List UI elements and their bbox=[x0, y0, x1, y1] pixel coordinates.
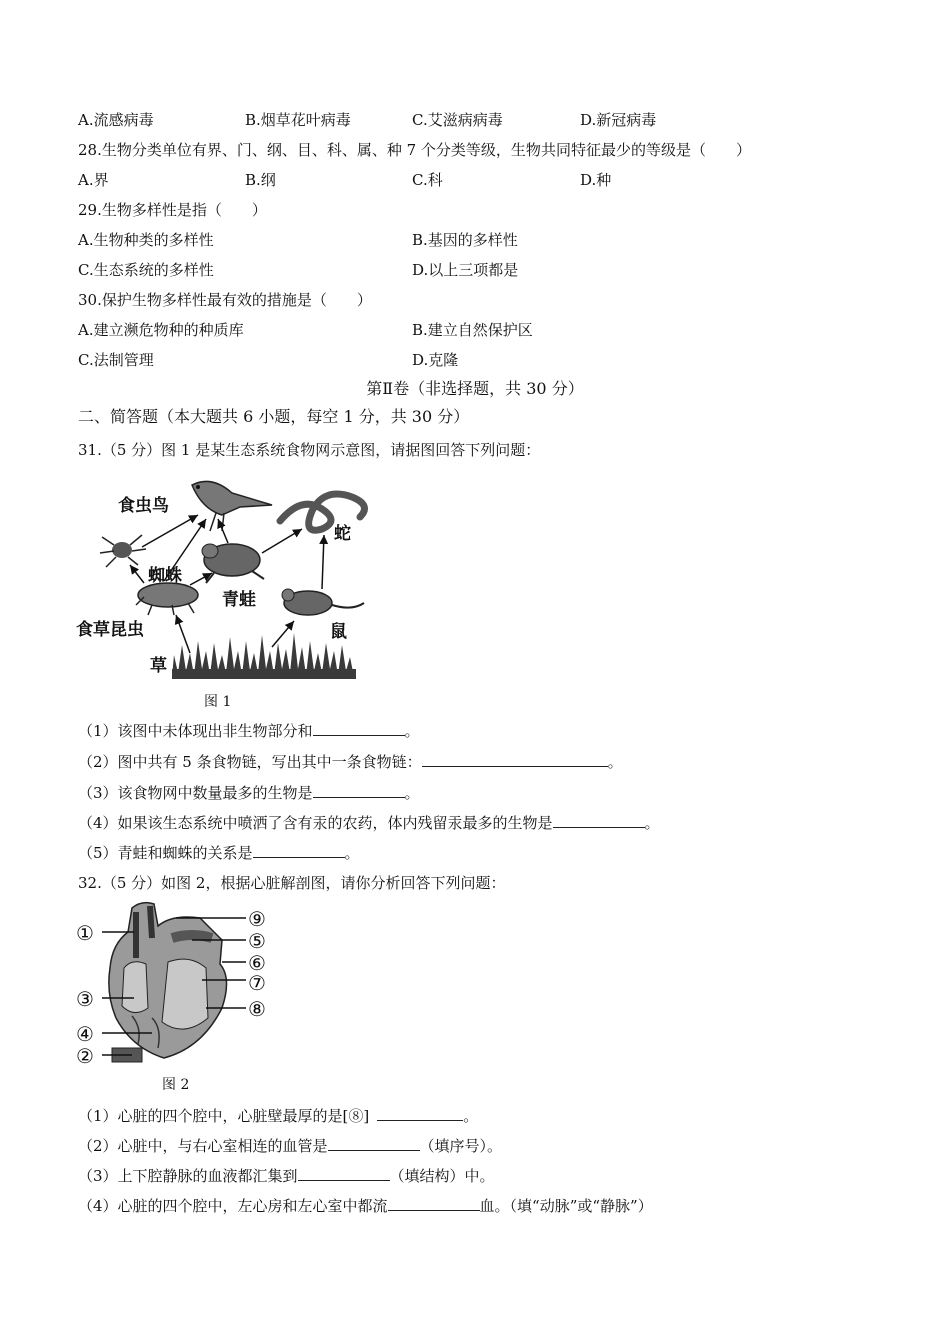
q28-option-a: A.界 bbox=[78, 171, 109, 189]
q32-item-2-text: （2）心脏中，与右心室相连的血管是 bbox=[78, 1137, 328, 1155]
q30-stem: 30.保护生物多样性最有效的措施是（ ） bbox=[78, 291, 372, 309]
marker-7: ⑦ bbox=[248, 971, 266, 995]
q27-option-d: D.新冠病毒 bbox=[580, 111, 657, 129]
q31-item-2-text: （2）图中共有 5 条食物链，写出其中一条食物链： bbox=[78, 753, 422, 771]
bird-illustration bbox=[192, 481, 272, 531]
insect-illustration bbox=[136, 583, 198, 615]
q28-option-c: C.科 bbox=[412, 171, 443, 189]
q31-item-3 bbox=[78, 783, 420, 803]
q32-item-2 bbox=[78, 1136, 502, 1156]
marker-1: ① bbox=[76, 921, 94, 945]
answer-blank[interactable] bbox=[313, 721, 405, 736]
q31-item-2-end: 。 bbox=[607, 753, 623, 771]
marker-2: ② bbox=[76, 1044, 94, 1068]
label-grass: 草 bbox=[150, 656, 167, 676]
q28-stem: 28.生物分类单位有界、门、纲、目、科、属、种 7 个分类等级，生物共同特征最少的等级是（ ） bbox=[78, 141, 751, 159]
answer-blank[interactable] bbox=[298, 1166, 390, 1181]
q32-item-1-text: （1）心脏的四个腔中，心脏壁最厚的是[⑧] bbox=[78, 1107, 370, 1125]
q32-item-4-text: （4）心脏的四个腔中，左心房和左心室中都流 bbox=[78, 1197, 388, 1215]
q29-option-c: C.生态系统的多样性 bbox=[78, 261, 214, 279]
grass-illustration bbox=[172, 633, 356, 679]
q30-option-a: A.建立濒危物种的种质库 bbox=[78, 321, 244, 339]
q32-item-4-end: 血。（填“动脉”或“静脉”） bbox=[479, 1197, 653, 1215]
q29-option-d: D.以上三项都是 bbox=[412, 261, 519, 279]
q30-option-c: C.法制管理 bbox=[78, 351, 154, 369]
q32-item-1-end: 。 bbox=[463, 1107, 479, 1125]
answer-blank[interactable] bbox=[388, 1196, 480, 1211]
q31-item-5-end: 。 bbox=[344, 844, 360, 862]
q32-item-3 bbox=[78, 1166, 495, 1186]
q31-item-5-text: （5）青蛙和蜘蛛的关系是 bbox=[78, 844, 253, 862]
q32-item-2-end: （填序号）。 bbox=[419, 1137, 503, 1155]
answer-blank[interactable] bbox=[377, 1106, 463, 1121]
mouse-illustration bbox=[282, 589, 364, 615]
q31-item-4-end: 。 bbox=[644, 814, 660, 832]
label-snake: 蛇 bbox=[334, 524, 351, 544]
q32-item-3-end: （填结构）中。 bbox=[389, 1167, 495, 1185]
q30-option-b: B.建立自然保护区 bbox=[412, 321, 533, 339]
q31-stem: 31.（5 分）图 1 是某生态系统食物网示意图，请据图回答下列问题： bbox=[78, 441, 541, 459]
answer-blank[interactable] bbox=[313, 783, 405, 798]
food-web-figure bbox=[72, 465, 412, 685]
q31-item-1-end: 。 bbox=[404, 722, 420, 740]
q30-option-d: D.克隆 bbox=[412, 351, 459, 369]
marker-9: ⑨ bbox=[248, 907, 266, 931]
q31-item-4-text: （4）如果该生态系统中喷洒了含有汞的农药，体内残留汞最多的生物是 bbox=[78, 814, 553, 832]
marker-8: ⑧ bbox=[248, 997, 266, 1021]
q31-item-3-end: 。 bbox=[404, 784, 420, 802]
marker-3: ③ bbox=[76, 987, 94, 1011]
frog-illustration bbox=[202, 544, 264, 583]
answer-blank[interactable] bbox=[253, 843, 345, 858]
q27-option-b: B.烟草花叶病毒 bbox=[245, 111, 351, 129]
q32-item-4 bbox=[78, 1196, 653, 1216]
q31-item-2 bbox=[78, 752, 623, 772]
figure1-caption: 图 1 bbox=[204, 694, 232, 710]
heart-diagram bbox=[72, 898, 282, 1068]
figure2-caption: 图 2 bbox=[162, 1077, 190, 1093]
q32-item-3-text: （3）上下腔静脉的血液都汇集到 bbox=[78, 1167, 298, 1185]
marker-5: ⑤ bbox=[248, 929, 266, 953]
q27-option-c: C.艾滋病病毒 bbox=[412, 111, 503, 129]
label-bird: 食虫鸟 bbox=[118, 496, 169, 516]
q28-option-d: D.种 bbox=[580, 171, 612, 189]
q32-item-1 bbox=[78, 1106, 478, 1126]
q31-item-1-text: （1）该图中未体现出非生物部分和 bbox=[78, 722, 313, 740]
label-mouse: 鼠 bbox=[330, 622, 347, 642]
answer-blank[interactable] bbox=[553, 813, 645, 828]
section2-title: 二、简答题（本大题共 6 小题，每空 1 分，共 30 分） bbox=[78, 407, 470, 426]
answer-blank[interactable] bbox=[328, 1136, 420, 1151]
marker-4: ④ bbox=[76, 1022, 94, 1046]
marker-6: ⑥ bbox=[248, 951, 266, 975]
label-insect: 食草昆虫 bbox=[76, 620, 144, 640]
spider-illustration bbox=[100, 535, 146, 567]
q32-stem: 32.（5 分）如图 2，根据心脏解剖图，请你分析回答下列问题： bbox=[78, 874, 506, 892]
q29-stem: 29.生物多样性是指（ ） bbox=[78, 201, 267, 219]
q28-option-b: B.纲 bbox=[245, 171, 276, 189]
answer-blank[interactable] bbox=[422, 752, 608, 767]
q31-item-5 bbox=[78, 843, 360, 863]
q29-option-b: B.基因的多样性 bbox=[412, 231, 518, 249]
q29-option-a: A.生物种类的多样性 bbox=[78, 231, 214, 249]
q31-item-4 bbox=[78, 813, 660, 833]
q31-item-3-text: （3）该食物网中数量最多的生物是 bbox=[78, 784, 313, 802]
heart-illustration bbox=[109, 903, 227, 1062]
label-frog: 青蛙 bbox=[222, 590, 256, 610]
label-spider: 蜘蛛 bbox=[148, 566, 182, 586]
q31-item-1 bbox=[78, 721, 420, 741]
part2-title: 第Ⅱ卷（非选择题，共 30 分） bbox=[366, 379, 584, 398]
q27-option-a: A.流感病毒 bbox=[78, 111, 154, 129]
snake-illustration bbox=[280, 494, 365, 530]
